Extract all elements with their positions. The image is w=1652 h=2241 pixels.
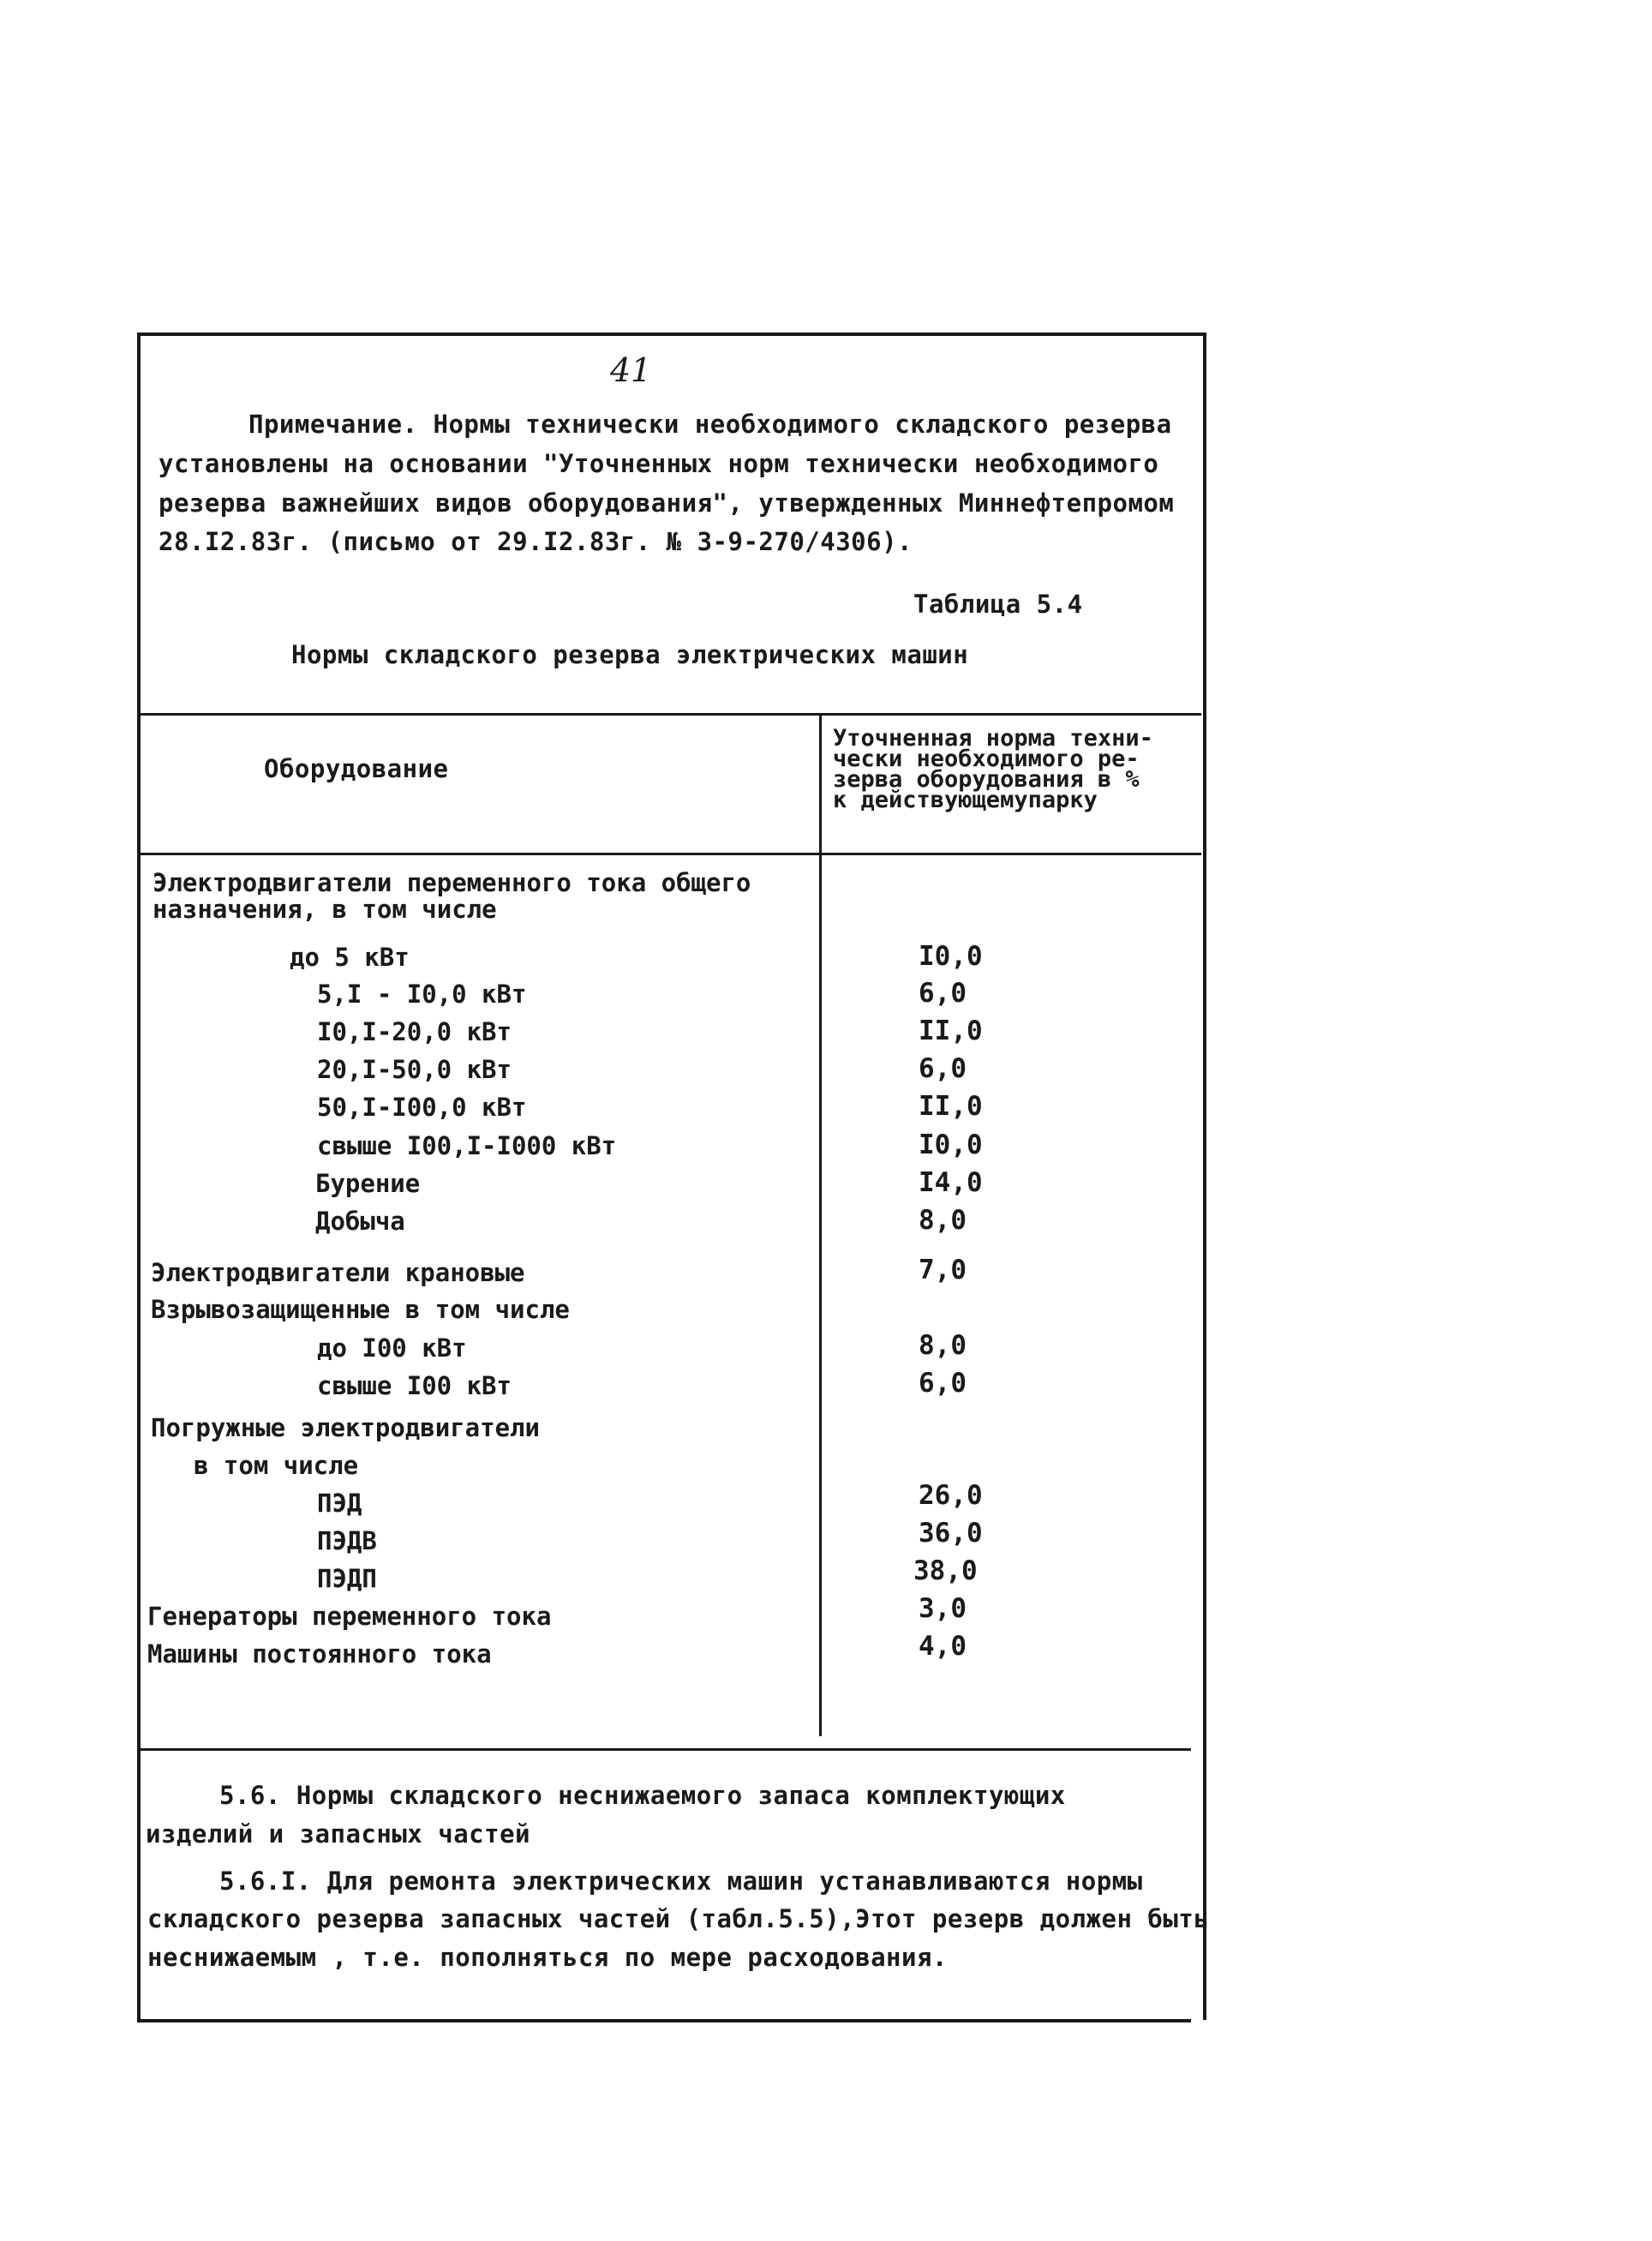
table-row-value: I4,0	[919, 1167, 983, 1198]
note-line-4: 28.I2.83г. (письмо от 29.I2.83г. № 3-9-270/4306).	[159, 527, 913, 556]
col-header-norm-line: Уточненная норма техни-	[833, 725, 1153, 752]
table-row-label: свыше I00,I-I000 кВт	[317, 1131, 617, 1160]
table-row-label: назначения, в том числе	[153, 895, 497, 924]
col-header-norm-line: зерва оборудования в %	[833, 766, 1140, 793]
table-row-label: Взрывозащищенные в том числе	[151, 1295, 570, 1324]
table-row-label: Электродвигатели крановые	[151, 1258, 525, 1287]
table-row-value: 7,0	[919, 1255, 967, 1285]
table-row-label: Машины постоянного тока	[147, 1639, 492, 1669]
table-row-value: 6,0	[919, 978, 967, 1009]
section-heading-line-1: 5.6. Нормы складского неснижаемого запаса комплектующих	[219, 1781, 1066, 1810]
col-header-norm-line: к действующемупарку	[833, 787, 1098, 813]
table-row-value: 36,0	[919, 1518, 983, 1549]
table-top-rule	[139, 713, 1201, 716]
table-row-label: ПЭДВ	[317, 1526, 377, 1555]
table-row-value: 3,0	[919, 1593, 967, 1624]
col-header-norm-line: чески необходимого ре-	[833, 746, 1140, 772]
table-row-label: Бурение	[315, 1169, 421, 1198]
frame-bottom-rule	[137, 2019, 1191, 2022]
table-row-value: 26,0	[919, 1480, 983, 1511]
table-row-value: 4,0	[919, 1631, 967, 1662]
table-row-value: I0,0	[919, 941, 983, 972]
table-row-label: 5,I - I0,0 кВт	[317, 980, 527, 1009]
table-row-label: Добыча	[315, 1207, 405, 1236]
table-row-label: до 5 кВт	[290, 943, 410, 972]
paragraph-line-3: неснижаемым , т.е. пополняться по мере расходования.	[147, 1943, 948, 1972]
table-header-rule	[139, 853, 1201, 855]
table-row-value: II,0	[919, 1016, 983, 1046]
note-line-1: Примечание. Нормы технически необходимого складского резерва	[248, 410, 1172, 439]
table-title: Нормы складского резерва электрических машин	[291, 640, 969, 669]
table-row-label: 20,I-50,0 кВт	[317, 1055, 512, 1084]
note-line-3: резерва важнейших видов оборудования", утвержденных Миннефтепромом	[159, 488, 1175, 518]
note-line-2: установлены на основании "Уточненных норм технически необходимого	[159, 449, 1159, 478]
table-row-value: I0,0	[919, 1129, 983, 1160]
col-header-equipment: Оборудование	[264, 754, 449, 783]
col-header-norm	[833, 725, 1153, 813]
table-bottom-rule	[139, 1748, 1191, 1751]
page-number: 41	[610, 351, 652, 389]
table-label: Таблица 5.4	[913, 590, 1083, 619]
table-row-label: Погружные электродвигатели	[151, 1413, 540, 1442]
paragraph-line-1: 5.6.I. Для ремонта электрических машин устанавливаются нормы	[219, 1867, 1143, 1896]
table-row-label: ПЭД	[317, 1489, 362, 1518]
table-row-label: ПЭДП	[317, 1564, 377, 1593]
table-row-label: Электродвигатели переменного тока общего	[153, 868, 751, 897]
table-row-value: 6,0	[919, 1053, 967, 1084]
table-column-divider	[819, 715, 822, 1736]
table-row-value: 8,0	[919, 1205, 967, 1236]
table-row-label: Генераторы переменного тока	[147, 1602, 552, 1631]
table-row-label: свыше I00 кВт	[317, 1371, 512, 1400]
table-row-value: 38,0	[913, 1555, 978, 1586]
table-row-value: II,0	[919, 1091, 983, 1122]
table-row-label: до I00 кВт	[317, 1333, 467, 1363]
page-frame	[137, 333, 1206, 2020]
section-heading-line-2: изделий и запасных частей	[146, 1819, 530, 1849]
table-row-label: 50,I-I00,0 кВт	[317, 1093, 527, 1122]
table-row-label: I0,I-20,0 кВт	[317, 1017, 512, 1046]
table-row-value: 8,0	[919, 1330, 967, 1361]
table-row-label: в том числе	[194, 1451, 359, 1480]
table-row-value: 6,0	[919, 1368, 967, 1399]
paragraph-line-2: складского резерва запасных частей (табл.5.5),Этот резерв должен быть	[147, 1904, 1210, 1933]
